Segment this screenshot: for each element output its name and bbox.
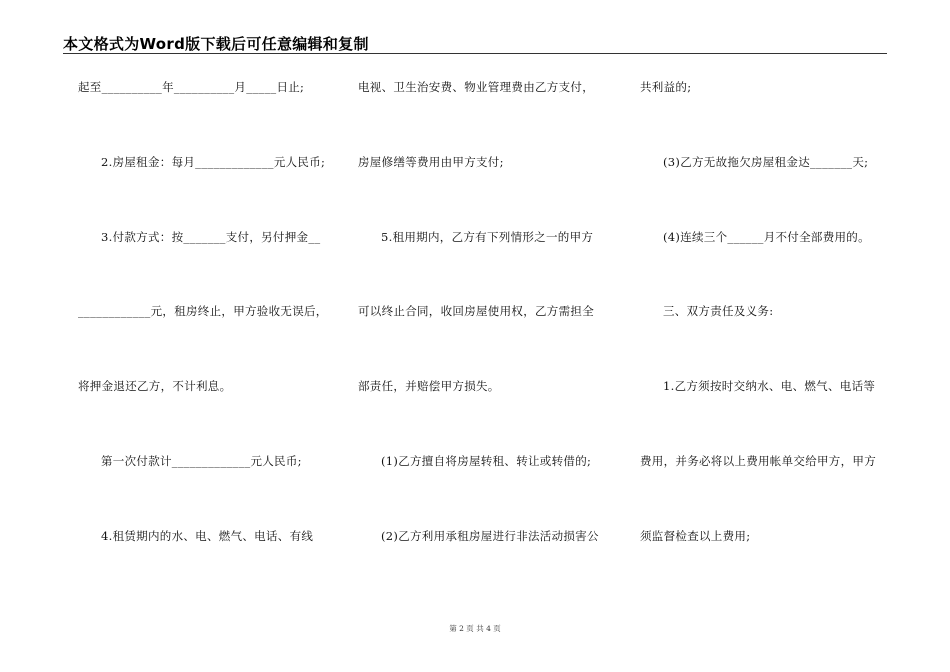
page-header-title: 本文格式为Word版下载后可任意编辑和复制: [63, 35, 369, 53]
text-line: 部责任，并赔偿甲方损失。: [358, 379, 500, 393]
text-line: (3)乙方无故拖欠房屋租金达_______天;: [663, 155, 869, 169]
text-line: (4)连续三个______月不付全部费用的。: [663, 230, 870, 244]
text-line: 第一次付款计_____________元人民币;: [101, 454, 302, 468]
page-footer: 第 2 页 共 4 页: [449, 624, 501, 633]
text-line: (2)乙方利用承租房屋进行非法活动损害公: [381, 529, 599, 543]
text-line: ____________元，租房终止，甲方验收无误后，: [78, 304, 328, 318]
text-line: 三、双方责任及义务:: [663, 304, 774, 318]
text-line: 共利益的;: [640, 80, 692, 94]
text-line: 费用，并务必将以上费用帐单交给甲方，甲方: [640, 454, 876, 468]
text-line: 1.乙方须按时交纳水、电、燃气、电话等: [663, 379, 876, 393]
text-line: 3.付款方式：按_______支付，另付押金__: [101, 230, 321, 244]
header-rule: [63, 53, 887, 54]
text-line: 起至__________年__________月_____日止;: [78, 80, 305, 94]
text-line: 2.房屋租金：每月_____________元人民币;: [101, 155, 326, 169]
text-line: 将押金退还乙方，不计利息。: [78, 379, 232, 393]
text-line: 4.租赁期内的水、电、燃气、电话、有线: [101, 529, 314, 543]
text-line: (1)乙方擅自将房屋转租、转让或转借的;: [381, 454, 592, 468]
text-line: 可以终止合同，收回房屋使用权，乙方需担全: [358, 304, 594, 318]
text-line: 电视、卫生治安费、物业管理费由乙方支付，: [358, 80, 594, 94]
text-line: 5.租用期内，乙方有下列情形之一的甲方: [381, 230, 594, 244]
text-line: 房屋修缮等费用由甲方支付;: [358, 155, 504, 169]
text-line: 须监督检查以上费用;: [640, 529, 751, 543]
